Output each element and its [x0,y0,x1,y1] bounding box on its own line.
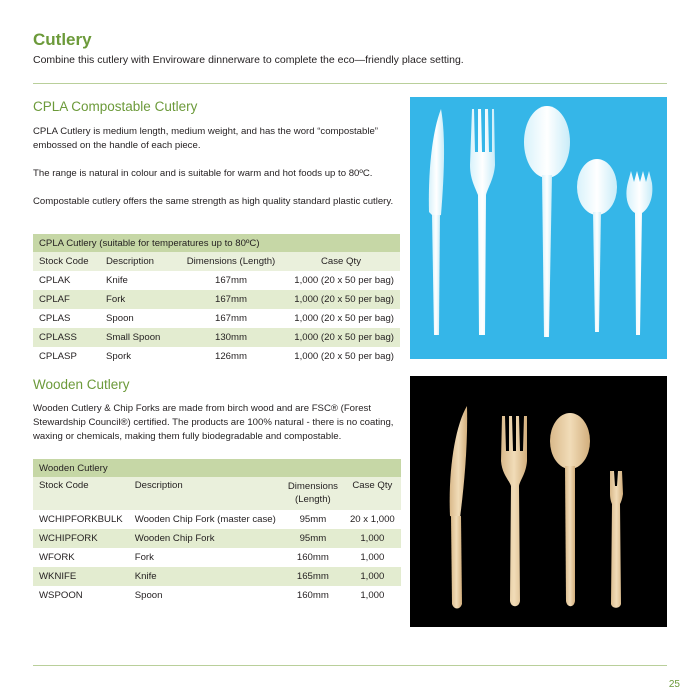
cell-dimensions: 95mm [282,529,344,548]
table-row [33,271,400,290]
cpla-paragraph-3: Compostable cutlery offers the same strength as high quality standard plastic cutlery. [33,196,394,207]
table-row [33,548,401,567]
table-row [33,290,400,309]
header-dimensions: Dimensions (Length) [282,477,344,510]
cell-dimensions: 130mm [180,328,282,347]
table-caption: CPLA Cutlery (suitable for temperatures up to 80ºC) [33,234,400,252]
cell-case-qty: 20 x 1,000 [344,510,401,529]
cell-case-qty: 1,000 [344,586,401,605]
cell-stock-code: WCHIPFORKBULK [33,510,129,529]
cell-dimensions: 167mm [180,271,282,290]
cell-dimensions: 167mm [180,309,282,328]
table-header-row [33,477,401,510]
cpla-paragraph-1: CPLA Cutlery is medium length, medium weight, and has the word “compostable” embossed on the handle of each piece. [33,126,379,151]
spork-icon [626,171,652,335]
wooden-spoon-icon [550,413,590,606]
table-caption-row [33,234,400,252]
cell-case-qty: 1,000 (20 x 50 per bag) [282,347,400,366]
cell-stock-code: CPLASS [33,328,100,347]
table-row [33,328,400,347]
header-description: Description [100,252,180,271]
cell-description: Knife [100,271,180,290]
cell-case-qty: 1,000 (20 x 50 per bag) [282,328,400,347]
table-row [33,529,401,548]
cell-stock-code: WCHIPFORK [33,529,129,548]
table-row [33,567,401,586]
cpla-cutlery-photo [410,97,667,359]
cell-case-qty: 1,000 (20 x 50 per bag) [282,309,400,328]
page-number: 25 [668,679,680,690]
cpla-cutlery-illustration [410,97,667,359]
small-spoon-icon [577,159,617,332]
table-caption-row [33,459,401,477]
header-stock-code: Stock Code [33,252,100,271]
cpla-paragraph-2: The range is natural in colour and is suitable for warm and hot foods up to 80ºC. [33,168,373,179]
header-case-qty: Case Qty [344,477,401,510]
header-description: Description [129,477,282,510]
cell-stock-code: WFORK [33,548,129,567]
cell-description: Small Spoon [100,328,180,347]
cell-case-qty: 1,000 [344,567,401,586]
bottom-divider [33,665,667,666]
wooden-cutlery-table [33,459,401,605]
header-dimensions: Dimensions (Length) [180,252,282,271]
cell-dimensions: 160mm [282,586,344,605]
cell-description: Wooden Chip Fork [129,529,282,548]
cell-dimensions: 126mm [180,347,282,366]
table-row [33,309,400,328]
table-row [33,510,401,529]
cell-description: Spoon [100,309,180,328]
cell-dimensions: 167mm [180,290,282,309]
wood-section-title: Wooden Cutlery [33,377,130,392]
wooden-knife-icon [450,406,467,609]
cell-case-qty: 1,000 [344,529,401,548]
spoon-icon [524,106,570,337]
cell-stock-code: CPLAS [33,309,100,328]
cell-dimensions: 95mm [282,510,344,529]
cell-stock-code: CPLAK [33,271,100,290]
cell-case-qty: 1,000 (20 x 50 per bag) [282,290,400,309]
top-divider [33,83,667,84]
table-row [33,586,401,605]
cell-stock-code: CPLASP [33,347,100,366]
wood-paragraph-1: Wooden Cutlery & Chip Forks are made from birch wood and are FSC® (Forest Stewardship Council®) certified. The products are 100% natural - there is no coating, waxing or chemicals, making them fully biodegradable and compostable. [33,403,394,442]
cell-stock-code: WKNIFE [33,567,129,586]
cpla-cutlery-table [33,234,400,366]
cell-dimensions: 165mm [282,567,344,586]
wooden-fork-icon [501,416,527,606]
cell-dimensions: 160mm [282,548,344,567]
cell-stock-code: CPLAF [33,290,100,309]
cell-case-qty: 1,000 (20 x 50 per bag) [282,271,400,290]
cell-description: Fork [129,548,282,567]
cell-case-qty: 1,000 [344,548,401,567]
table-header-row [33,252,400,271]
page-subtitle: Combine this cutlery with Enviroware dinnerware to complete the eco—friendly place setting. [33,54,464,66]
cell-description: Fork [100,290,180,309]
table-row [33,347,400,366]
wooden-cutlery-photo [410,376,667,627]
page-title: Cutlery [33,30,92,49]
cell-description: Wooden Chip Fork (master case) [129,510,282,529]
knife-icon [429,109,444,335]
fork-icon [470,109,495,335]
table-caption: Wooden Cutlery [33,459,401,477]
header-case-qty: Case Qty [282,252,400,271]
header-stock-code: Stock Code [33,477,129,510]
cell-description: Knife [129,567,282,586]
cell-description: Spork [100,347,180,366]
cell-description: Spoon [129,586,282,605]
cpla-section-title: CPLA Compostable Cutlery [33,99,198,114]
cell-stock-code: WSPOON [33,586,129,605]
wooden-cutlery-illustration [410,376,667,627]
wooden-chip-fork-icon [610,471,623,608]
